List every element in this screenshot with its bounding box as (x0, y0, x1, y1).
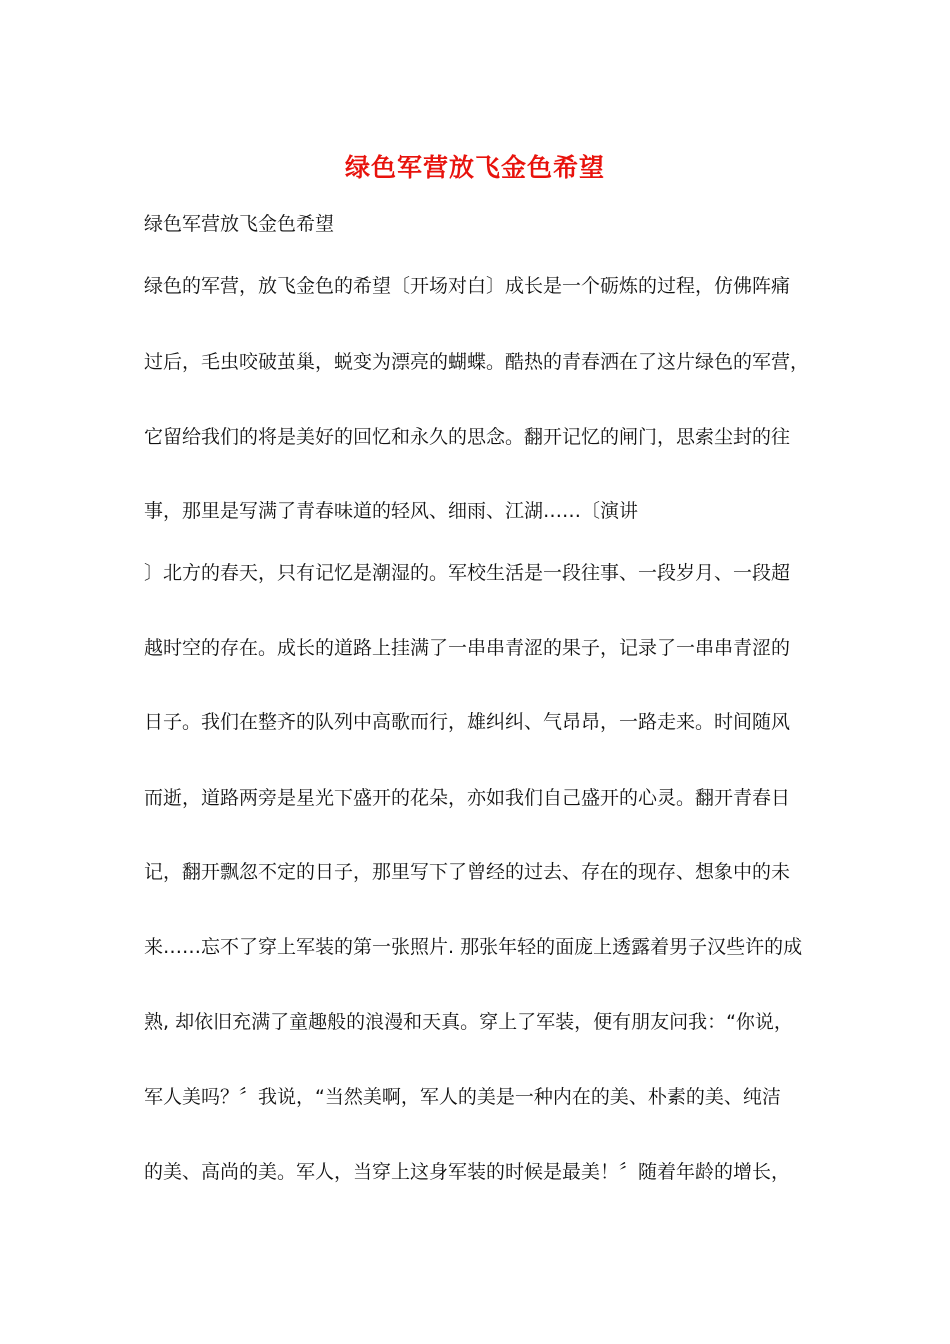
body-line: 来……忘不了穿上军装的第一张照片. 那张年轻的面庞上透露着男子汉些许的成 (144, 936, 803, 958)
body-line: 过后，毛虫咬破茧巢，蜕变为漂亮的蝴蝶。酷热的青春洒在了这片绿色的军营， (144, 351, 810, 373)
body-line: 〕北方的春天，只有记忆是潮湿的。军校生活是一段往事、一段岁月、一段超 (144, 562, 791, 584)
body-line: 的美、高尚的美。军人，当穿上这身军装的时候是最美！〞随着年龄的增长， (144, 1161, 791, 1183)
body-line: 绿色的军营，放飞金色的希望〔开场对白〕成长是一个砺炼的过程，仿佛阵痛 (144, 275, 791, 297)
body-line: 军人美吗？〞我说，“当然美啊，军人的美是一种内在的美、朴素的美、纯洁 (144, 1086, 781, 1108)
body-line: 日子。我们在整齐的队列中高歌而行，雄纠纠、气昂昂，一路走来。时间随风 (144, 711, 791, 733)
body-line: 越时空的存在。成长的道路上挂满了一串串青涩的果子，记录了一串串青涩的 (144, 637, 791, 659)
body-line: 记，翻开飘忽不定的日子，那里写下了曾经的过去、存在的现存、想象中的未 (144, 861, 791, 883)
document-title: 绿色军营放飞金色希望 (344, 153, 605, 182)
document-subtitle: 绿色军营放飞金色希望 (144, 213, 335, 235)
body-line: 熟, 却依旧充满了童趣般的浪漫和天真。穿上了军装，便有朋友问我：“你说， (144, 1011, 793, 1033)
body-line: 而逝，道路两旁是星光下盛开的花朵，亦如我们自己盛开的心灵。翻开青春日 (144, 787, 791, 809)
body-line: 它留给我们的将是美好的回忆和永久的思念。翻开记忆的闸门，思索尘封的往 (144, 426, 791, 448)
body-line: 事，那里是写满了青春味道的轻风、细雨、江湖……〔演讲 (144, 500, 639, 522)
